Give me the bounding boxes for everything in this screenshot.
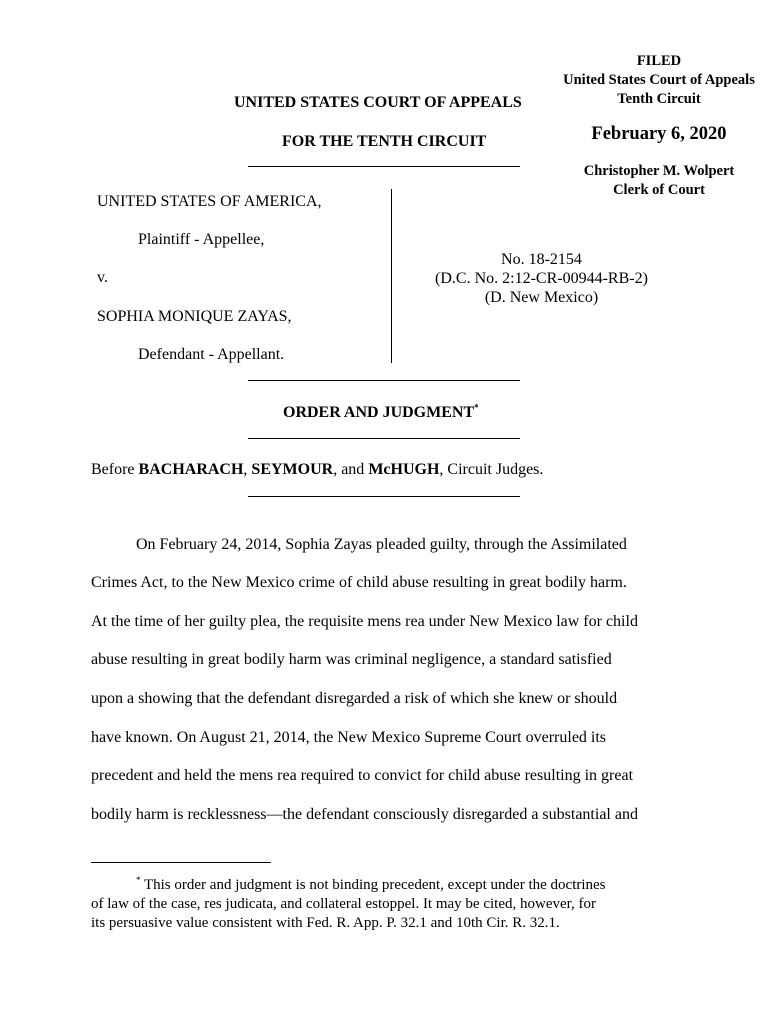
panel-prefix: Before	[91, 461, 139, 478]
caption-divider	[391, 189, 392, 363]
judge-bacharach: BACHARACH	[138, 461, 244, 478]
panel-line	[91, 461, 543, 479]
panel-sep2: , and	[333, 461, 369, 478]
body-line-3: At the time of her guilty plea, the requisite mens rea under New Mexico law for child	[91, 613, 638, 630]
judge-seymour: SEYMOUR	[251, 461, 334, 478]
district-case-number: (D.C. No. 2:12-CR-00944-RB-2)	[435, 270, 648, 287]
body-line-8: bodily harm is recklessness—the defendant consciously disregarded a substantial and	[91, 806, 638, 823]
footnote-ref: *	[474, 402, 479, 413]
case-number: No. 18-2154	[501, 251, 582, 268]
footnote-line-2: of law of the case, res judicata, and collateral estoppel. It may be cited, however, for	[91, 896, 597, 912]
title-rule	[248, 438, 520, 439]
body-line-2: Crimes Act, to the New Mexico crime of child abuse resulting in great bodily harm.	[91, 574, 627, 591]
filed-stamp	[548, 52, 770, 109]
footnote-text-1: This order and judgment is not binding precedent, except under the doctrines	[140, 877, 606, 893]
district-court: (D. New Mexico)	[484, 289, 599, 306]
clerk-title: Clerk of Court	[613, 182, 705, 198]
clerk-name: Christopher M. Wolpert	[583, 163, 735, 179]
footnote-line-1	[136, 877, 606, 894]
judge-mchugh: McHUGH	[368, 461, 440, 478]
panel-rule	[248, 496, 520, 497]
court-name: UNITED STATES COURT OF APPEALS	[234, 94, 522, 111]
defendant-name: SOPHIA MONIQUE ZAYAS,	[97, 308, 292, 325]
versus: v.	[97, 269, 108, 286]
order-title-text: ORDER AND JUDGMENT	[283, 404, 475, 421]
footnote-line-3: its persuasive value consistent with Fed. R. App. P. 32.1 and 10th Cir. R. 32.1.	[91, 915, 560, 931]
filed-status: FILED	[636, 53, 682, 69]
footnote-marker: *	[136, 875, 141, 885]
plaintiff-name: UNITED STATES OF AMERICA,	[97, 193, 322, 210]
filed-date: February 6, 2020	[591, 124, 727, 144]
panel-suffix: , Circuit Judges.	[439, 461, 544, 478]
clerk-block	[548, 162, 770, 200]
panel-sep1: ,	[243, 461, 252, 478]
filed-court: United States Court of Appeals	[563, 72, 755, 88]
filed-circuit: Tenth Circuit	[617, 91, 701, 107]
body-line-5: upon a showing that the defendant disregarded a risk of which she knew or should	[91, 690, 618, 707]
plaintiff-role: Plaintiff - Appellee,	[138, 231, 265, 248]
order-title	[283, 404, 479, 422]
body-line-1: On February 24, 2014, Sophia Zayas pleaded guilty, through the Assimilated	[136, 536, 627, 553]
case-numbers	[400, 250, 683, 307]
body-line-7: precedent and held the mens rea required to convict for child abuse resulting in great	[91, 767, 634, 784]
body-line-4: abuse resulting in great bodily harm was criminal negligence, a standard satisfied	[91, 651, 612, 668]
caption-rule	[248, 380, 520, 381]
footnote-rule	[91, 862, 271, 863]
header-rule	[248, 166, 520, 167]
defendant-role: Defendant - Appellant.	[138, 346, 285, 363]
circuit-name: FOR THE TENTH CIRCUIT	[282, 133, 487, 150]
body-line-6: have known. On August 21, 2014, the New Mexico Supreme Court overruled its	[91, 729, 607, 746]
